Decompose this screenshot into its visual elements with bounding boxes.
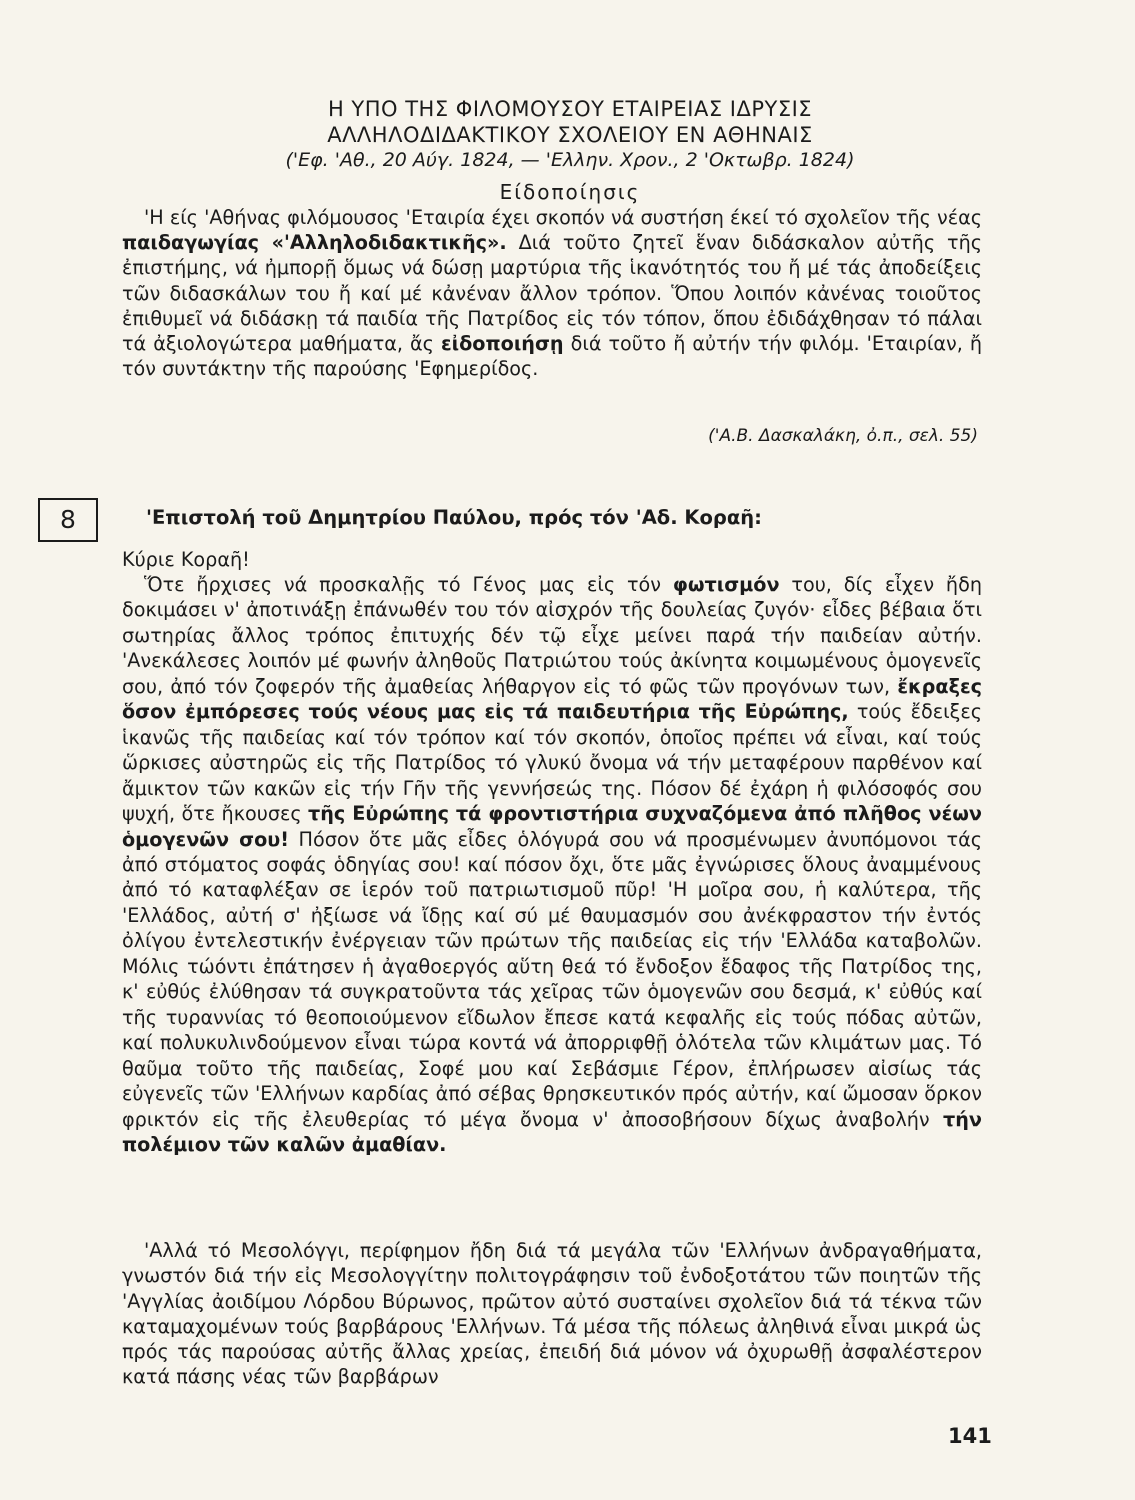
letter-salutation: Κύριε Κοραῆ!: [122, 548, 250, 571]
letter-paragraph-1: [122, 572, 982, 1157]
section-title-line-1: Η ΥΠΟ ΤΗΣ ΦΙΛΟΜΟΥΣΟΥ ΕΤΑΙΡΕΙΑΣ ΙΔΡΥΣΙΣ: [327, 97, 813, 121]
section-title-line-2: ΑΛΛΗΛΟΔΙΔΑΚΤΙΚΟΥ ΣΧΟΛΕΙΟΥ ΕΝ ΑΘΗΝΑΙΣ: [327, 123, 813, 147]
letter-text: τούς ἔδειξες ἱκανῶς τῆς παιδείας καί τόν τρόπον καί τόν σκοπόν, ὁποῖος πρέπει νά εἶναι, καί τούς ὥρκισες αὐστηρῶς εἰς τῆς Πατρίδος τό γλυκύ ὄνομα νά τήν μεταφέρουν παρθένον καί ἄμικτον τῶν κακῶν εἰς τήν Γῆν τῆς γεννήσεώς της. Πόσον δέ ἐχάρη ἡ φιλόσοφός σου ψυχή, ὅτε ἤκουσες: [122, 700, 982, 826]
notice-citation: ('Α.Β. Δασκαλάκη, ὀ.π., σελ. 55): [708, 426, 978, 446]
letter-text: Ὅτε ἤρχισες νά προσκαλῇς τό Γένος μας εἰς τόν: [144, 573, 673, 596]
letter-text: Πόσον ὅτε μᾶς εἶδες ὁλόγυρά σου νά προσμένωμεν ἀνυπόμονοι τάς ἀπό στόματος σοφάς ὁδηγίας σου! καί πόσον ὄχι, ὅτε μᾶς ἐγνώρισες ὅλους ἀναμμένους ἀπό τό καταφλέξαν σε ἱερόν τοῦ πατριωτισμοῦ πῦρ! 'Η μοῖρα σου, ἡ καλύτερα, τῆς 'Ελλάδος, αὐτή σ' ἠξίωσε νά ἴδῃς καί σύ μέ θαυμασμόν σου ἀνέκφραστον τήν ἐντός ὀλίγου ἐντελεστικήν ἐνέργειαν τῶν πρώτων τῆς παιδείας εἰς τήν 'Ελλάδα καταβολῶν. Μόλις τώόντι ἐπάτησεν ἡ ἀγαθοεργός αὕτη θεά τό ἔνδοξον ἔδαφος τῆς Πατρίδος της, κ' εὐθύς ἐλύθησαν τά συγκρατοῦντα τάς χεῖρας τῶν ὁμογενῶν σου δεσμά, κ' εὐθύς καί τῆς τυραννίας τό θεοποιούμενον εἴδωλον ἔπεσε κατά κεφαλῆς εἰς τούς πόδας αὐτῶν, καί πολυκυλινδούμενον εἶναι τώρα κοντά νά ἀπορριφθῇ ὁλότελα τῶν κλιμάτων μας. Τό θαῦμα τοῦτο τῆς παιδείας, Σοφέ μου καί Σεβάσμιε Γέρον, ἐπλήρωσεν αἰσίως τάς εὐγενεῖς τῶν 'Ελλήνων καρδίας ἀπό σέβας θρησκευτικόν πρός αὐτήν, καί ὤμοσαν ὅρκον φρικτόν εἰς τῆς ἐλευθερίας τό μέγα ὄνομα ν' ἀποσοβήσουν δίχως ἀναβολήν: [122, 827, 982, 1131]
document-number-box: 8: [38, 498, 98, 542]
notice-bold-a: παιδαγωγίας «'Αλληλοδιδακτικῆς».: [122, 231, 507, 255]
notice-text-c: διά τοῦτο ἤ αὐτήν τήν φιλόμ. 'Εταιρίαν, ἤ τόν συντάκτην τῆς παρούσης 'Εφημερίδος.: [122, 332, 983, 381]
notice-subheading: Είδοποίησις: [499, 180, 641, 204]
letter-bold: ἔκραξες ὅσον ἐμπόρεσες τούς νέους μας εἰς τά παιδευτήρια τῆς Εὐρώπης,: [122, 674, 982, 724]
letter-paragraph-2: 'Αλλά τό Μεσολόγγι, περίφημον ἤδη διά τά μεγάλα τῶν 'Ελλήνων ἀνδραγαθήματα, γνωστόν διά τήν εἰς Μεσολογγίτην πολιτογράφησιν τοῦ ἐνδοξοτάτου τῶν ποιητῶν τῆς 'Αγγλίας ἀοιδίμου Λόρδου Βύρωνος, πρῶτον αὐτό συσταίνει σχολεῖον διά τά τέκνα τῶν καταμαχομένων τούς βαρβάρους 'Ελλήνων. Τά μέσα τῆς πόλεως ἀληθινά εἶναι μικρά ὡς πρός τάς παρούσας αὐτῆς ἄλλας χρείας, ἐπειδή διά μόνον νά ὀχυρωθῇ ἀσφαλέστερον κατά πάσης νέας τῶν βαρβάρων: [122, 1239, 982, 1389]
letter-text: του, δίς εἶχεν ἤδη δοκιμάσει ν' ἀποτινάξῃ ἐπάνωθέν του τόν αἰσχρόν τῆς δουλείας ζυγόν· εἶδες βέβαια ὅτι σωτηρίας ἄλλος τρόπος ἐπιτυχής δέν τῷ εἶχε μείνει παρά τήν παιδείαν αὐτήν. 'Ανεκάλεσες λοιπόν μέ φωνήν ἀληθοῦς Πατριώτου τούς ἀκίνητα κοιμωμένους ὁμογενεῖς σου, ἀπό τόν ζοφερόν τῆς ἀμαθείας λήθαργον εἰς τό φῶς τῶν προγόνων των,: [122, 573, 982, 698]
notice-text-b: Διά τοῦτο ζητεῖ ἕναν διδάσκαλον αὐτῆς τῆς ἐπιστήμης, νά ἠμπορῇ ὅμως νά δώσῃ μαρτύρια τῆς ἱκανότητός του ἤ μέ τάς ἀποδείξεις τῶν διδασκάλων του ἤ καί μέ κἀνέναν ἄλλον τρόπον. Ὅπου λοιπόν κἀνένας τοιοῦτος ἐπιθυμεῖ νά διδάσκῃ τά παιδία τῆς Πατρίδος εἰς τόν τόπον, ὅπου ἐδιδάχθησαν τό πάλαι τά ἀξιολογώτερα μαθήματα, ἄς: [122, 231, 982, 356]
notice-text-a: 'Η είς 'Αθήνας φιλόμουσος 'Εταιρία έχει σκοπόν νά συστήση έκεί τό σχολεῖον τῆς νέας: [144, 206, 982, 229]
notice-bold-b: εἰδοποιήσῃ: [440, 332, 564, 356]
page-number: 141: [948, 1424, 992, 1448]
letter-bold: τήν πολέμιον τῶν καλῶν ἀμαθίαν.: [122, 1107, 982, 1156]
letter-bold: φωτισμόν: [672, 573, 780, 596]
source-citation: ('Εφ. 'Αθ., 20 Αύγ. 1824, — 'Ελλην. Χρον., 2 'Οκτωβρ. 1824): [285, 149, 855, 171]
letter-title: 'Επιστολή τοῦ Δημητρίου Παύλου, πρός τόν 'Αδ. Κοραῆ:: [146, 506, 762, 529]
notice-paragraph: [122, 205, 982, 381]
letter-bold: τῆς Εὐρώπης τά φροντιστήρια συχναζόμενα ἀπό πλῆθος νέων ὁμογενῶν σου!: [122, 802, 982, 851]
